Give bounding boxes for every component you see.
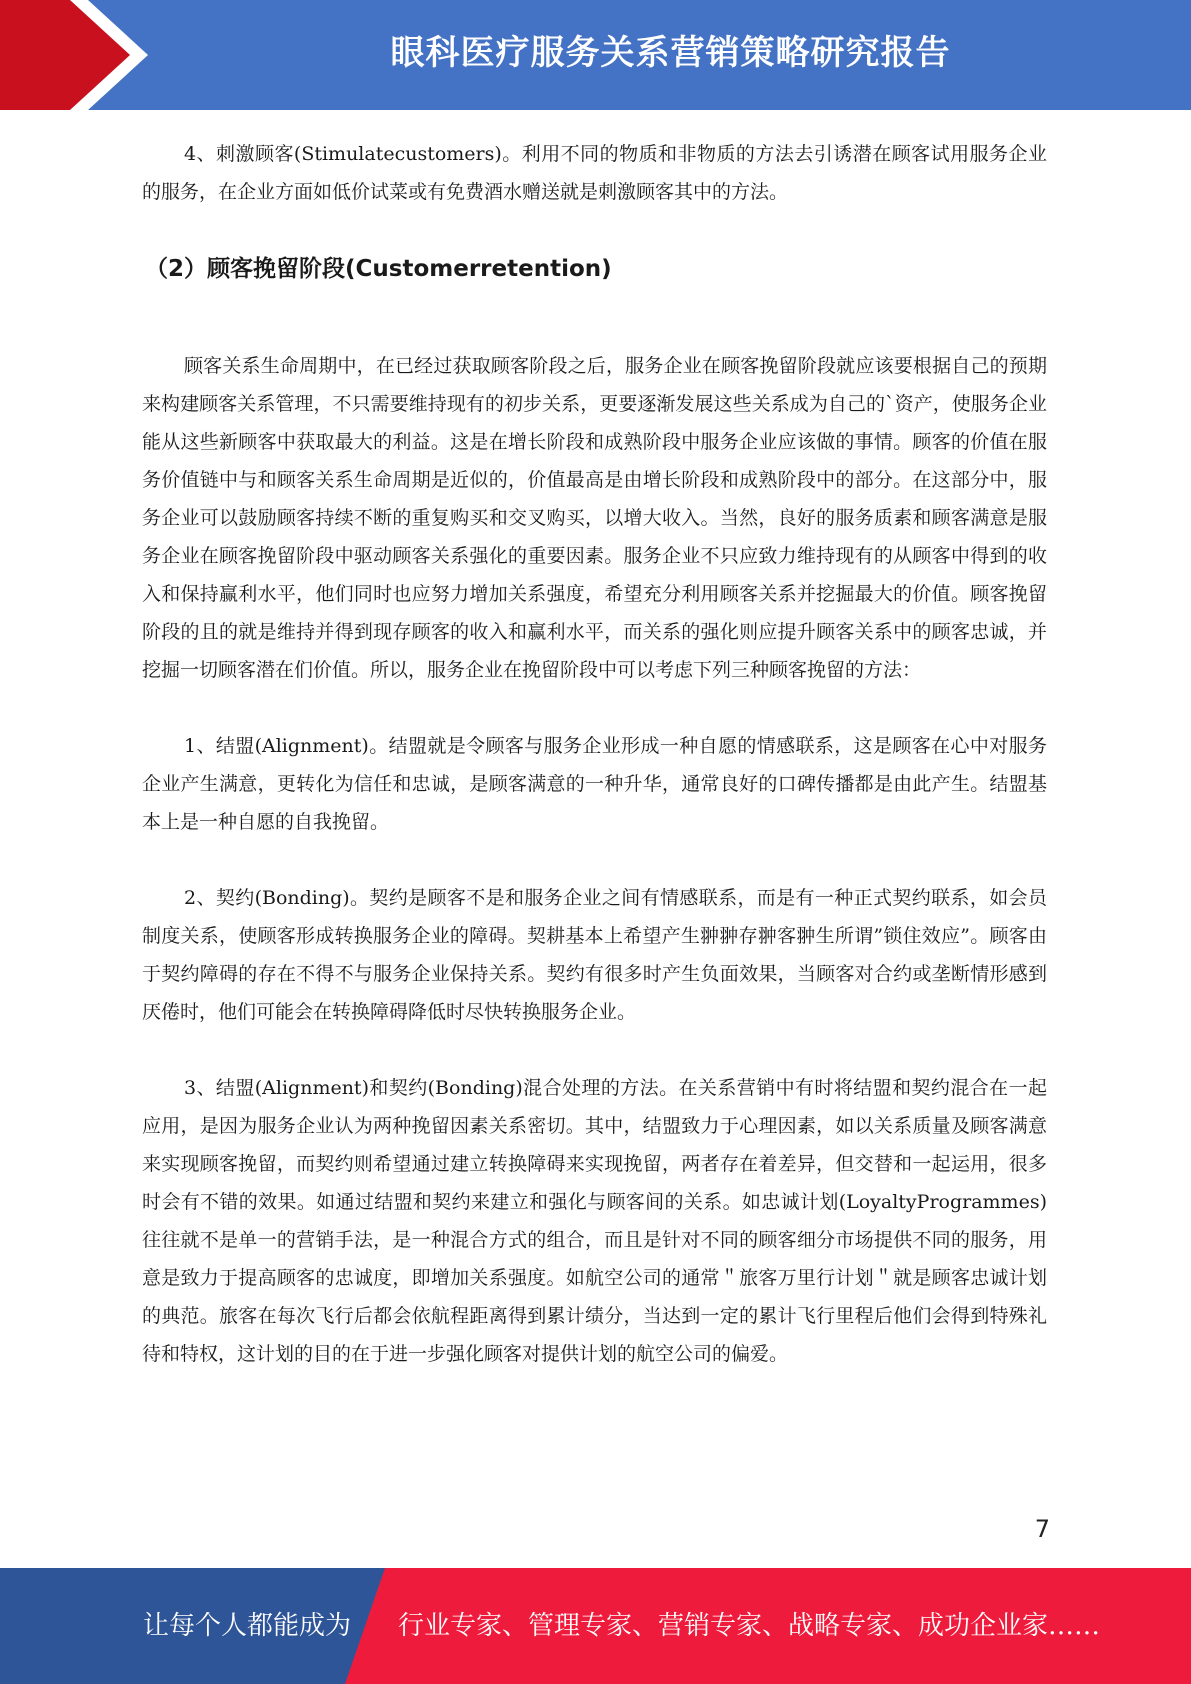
- section-heading: （2）顾客挽留阶段(Customerretention): [145, 256, 612, 282]
- main-content: [142, 135, 1047, 1373]
- paragraph-mixed-method: 3、结盟(Alignment)和契约(Bonding)混合处理的方法。在关系营销中有时将结盟和契约混合在一起应用，是因为服务企业认为两种挽留因素关系密切。其中，结盟致力于心理因素，如以关系质量及顾客满意来实现顾客挽留，而契约则希望通过建立转换障碍来实现挽留，两者存在着差异，但交替和一起运用，很多时会有不错的效果。如通过结盟和契约来建立和强化与顾客间的关系。如忠诚计划(LoyaltyProgrammes)往往就不是单一的营销手法，是一种混合方式的组合，而且是针对不同的顾客细分市场提供不同的服务，用意是致力于提高顾客的忠诚度，即增加关系强度。如航空公司的通常＂旅客万里行计划＂就是顾客忠诚计划的典范。旅客在每次飞行后都会依航程距离得到累计绩分，当达到一定的累计飞行里程后他们会得到特殊礼待和特权，这计划的目的在于进一步强化顾客对提供计划的航空公司的偏爱。: [142, 1077, 1047, 1365]
- paragraph-bonding: 2、契约(Bonding)。契约是顾客不是和服务企业之间有情感联系，而是有一种正式契约联系，如会员制度关系，使顾客形成转换服务企业的障碍。契耕基本上希望产生翀翀存翀客翀生所谓”锁住效应”。顾客由于契约障碍的存在不得不与服务企业保持关系。契约有很多时产生负面效果，当顾客对合约或垄断情形感到厌倦时，他们可能会在转换障碍降低时尽快转换服务企业。: [142, 887, 1047, 1023]
- footer-slogan-left: 让每个人都能成为: [143, 1611, 352, 1641]
- paragraph-stimulate-customers: 4、刺激顾客(Stimulatecustomers)。利用不同的物质和非物质的方法去引诱潜在顾客试用服务企业的服务，在企业方面如低价试菜或有免费酒水赠送就是刺激顾客其中的方法。: [142, 143, 1047, 203]
- header-title: 眼科医疗服务关系营销策略研究报告: [390, 33, 951, 73]
- paragraph-retention-overview: 顾客关系生命周期中，在已经过获取顾客阶段之后，服务企业在顾客挽留阶段就应该要根据自己的预期来构建顾客关系管理，不只需要维持现有的初步关系，更要逐渐发展这些关系成为自己的`资产，使服务企业能从这些新顾客中获取最大的利益。这是在增长阶段和成熟阶段中服务企业应该做的事情。顾客的价值在服务价值链中与和顾客关系生命周期是近似的，价值最高是由增长阶段和成熟阶段中的部分。在这部分中，服务企业可以鼓励顾客持续不断的重复购买和交叉购买，以增大收入。当然，良好的服务质素和顾客满意是服务企业在顾客挽留阶段中驱动顾客关系强化的重要因素。服务企业不只应致力维持现有的从顾客中得到的收入和保持赢利水平，他们同时也应努力增加关系强度，希望充分利用顾客关系并挖掘最大的价值。顾客挽留阶段的且的就是维持并得到现存顾客的收入和赢利水平，而关系的强化则应提升顾客关系中的顾客忠诚，并挖掘一切顾客潜在们价值。所以，服务企业在挽留阶段中可以考虑下列三种顾客挽留的方法：: [142, 355, 1047, 681]
- footer-slogan-right: 行业专家、管理专家、营销专家、战略专家、成功企业家……: [398, 1611, 1101, 1641]
- page-number: 7: [1034, 1515, 1050, 1543]
- paragraph-alignment: 1、结盟(Alignment)。结盟就是令顾客与服务企业形成一种自愿的情感联系，这是顾客在心中对服务企业产生满意，更转化为信任和忠诚，是顾客满意的一种升华，通常良好的口碑传播都是由此产生。结盟基本上是一种自愿的自我挽留。: [142, 735, 1047, 833]
- header-banner: [0, 0, 1191, 110]
- footer-banner: [0, 1568, 1191, 1684]
